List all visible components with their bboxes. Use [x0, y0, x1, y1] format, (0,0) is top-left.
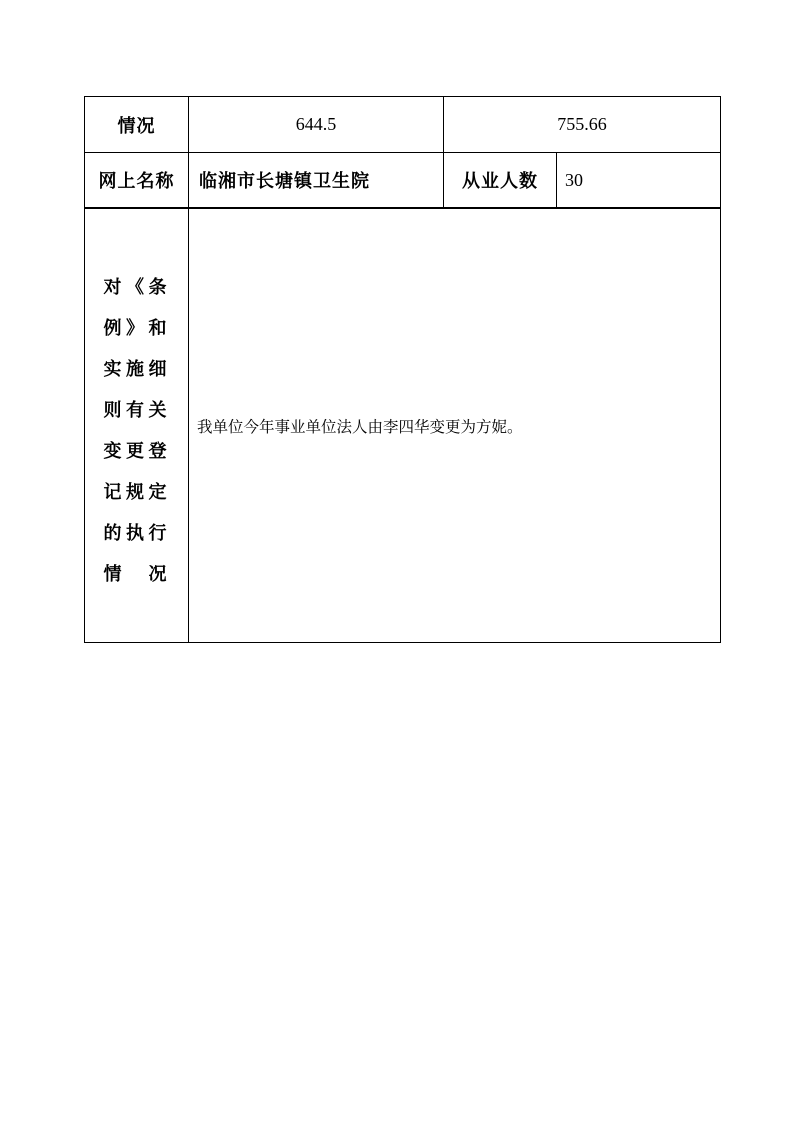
status-value-previous: 644.5 [189, 97, 444, 153]
status-value-current: 755.66 [444, 97, 721, 153]
table-row [85, 97, 721, 153]
regulation-compliance-remark: 我单位今年事业单位法人由李四华变更为方妮。 [189, 208, 721, 643]
status-label: 情况 [85, 97, 189, 153]
table-row [85, 208, 721, 643]
online-name-value: 临湘市长塘镇卫生院 [189, 153, 444, 209]
regulation-compliance-label: 对《条例》和实施细则有关变更登记规定的执行情 况 [103, 276, 170, 585]
table-row [85, 153, 721, 209]
employees-label: 从业人数 [444, 153, 557, 209]
online-name-label: 网上名称 [85, 153, 189, 209]
regulation-compliance-label-cell [85, 208, 189, 643]
employees-value: 30 [557, 153, 721, 209]
registration-form-table [84, 96, 721, 643]
